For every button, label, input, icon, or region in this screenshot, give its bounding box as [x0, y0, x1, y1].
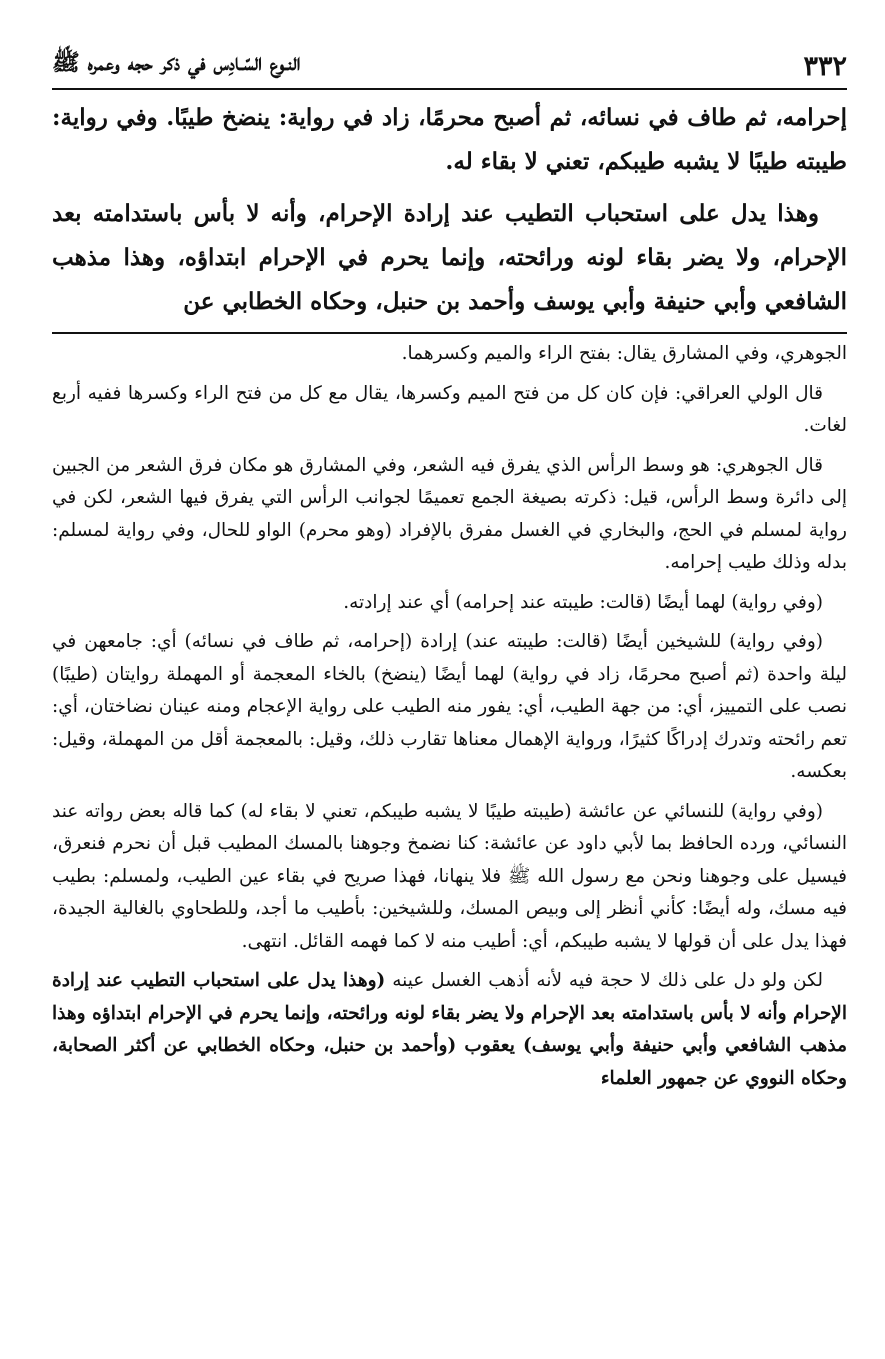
main-paragraph: إحرامه، ثم طاف في نسائه، ثم أصبح محرمًا، زاد في رواية: ينضخ طيبًا. وفي رواية: طيبته طيبًا لا يشبه طيبكم، تعني لا بقاء له.: [52, 104, 847, 175]
commentary-lead: لكن ولو دل على ذلك لا حجة فيه لأنه أذهب الغسل عينه: [392, 970, 823, 991]
page-number: ٣٣٢: [803, 51, 847, 82]
commentary-paragraph: الجوهري، وفي المشارق يقال: بفتح الراء والميم وكسرهما.: [401, 343, 847, 364]
commentary-paragraph: (وفي رواية) للشيخين أيضًا (قالت: طيبته عند) إرادة (إحرامه، ثم طاف في نسائه) أي: جامعهن في ليلة واحدة (ثم أصبح محرمًا، زاد في رواية) لهما أيضًا (ينضخ) بالخاء المعجمة أو المهملة روايتان (طيبًا) نصب على التمييز، أي: من جهة الطيب، أي: يفور منه الطيب على رواية الإعجام ومنه عينان نضاختان، أي: تعم رائحته وتدرك إدراكًا كثيرًا، ورواية الإهمال معناها تقارب ذلك، وقيل: بالمعجمة أقل من المهملة، وقيل: بعكسه.: [52, 631, 847, 782]
commentary-section: [52, 338, 847, 1095]
commentary-paragraph: قال الجوهري: هو وسط الرأس الذي يفرق فيه الشعر، وفي المشارق هو مكان فرق الشعر من الجبين إلى دائرة وسط الرأس، قيل: ذكرته بصيغة الجمع تعميمًا لجوانب الرأس التي يفرق فيها الشعر، لكن في رواية لمسلم في الحج، والبخاري في الغسل مفرق بالإفراد (وهو محرم) الواو للحال، وفي رواية لمسلم: بدله وذلك طيب إحرامه.: [52, 454, 847, 573]
book-page: [52, 30, 847, 1102]
main-text: [52, 96, 847, 324]
commentary-paragraph: قال الولي العراقي: فإن كان كل من فتح الميم وكسرها، يقال مع كل من فتح الراء وكسرها ففيه أربع لغات.: [52, 382, 847, 436]
footnote-separator: [52, 332, 847, 334]
commentary-paragraph: (وفي رواية) لهما أيضًا (قالت: طيبته عند إحرامه) أي عند إرادته.: [343, 591, 823, 613]
running-title: النـوع السّـادِس في ذكر حجه وعمره ﷺ: [52, 49, 301, 76]
commentary-paragraph: (وفي رواية) للنسائي عن عائشة (طيبته طيبًا لا يشبه طيبكم، تعني لا بقاء له) كما قاله بعض رواته عند النسائي، ورده الحافظ بما لأبي داود عن عائشة: كنا نضمخ وجوهنا بالمسك المطيب قبل أن نحرم فنعرق، فيسيل على وجوهنا ونحن مع رسول الله ﷺ فلا ينهانا، فهذا صريح في بقاء عين الطيب، ولمسلم: بطيب فيه مسك، وله أيضًا: كأني أنظر إلى وبيص المسك، وللشيخين: بأطيب ما أجد، وللطحاوي بالغالية الجيدة، فهذا يدل على أن قولها لا يشبه طيبكم، أي: أطيب منه لا كما فهمه القائل. انتهى.: [52, 800, 847, 952]
commentary-bold-quote: (وهذا يدل على استحباب التطيب عند إرادة الإحرام وأنه لا بأس باستدامته بعد الإحرام ولا يضر بقاء لونه ورائحته، وإنما يحرم في الإحرام ابتداؤه وهذا مذهب الشافعي وأبي حنيفة وأبي يوسف) يعقوب (وأحمد بن حنبل، وحكاه الخطابي عن أكثر الصحابة، وحكاه النووي عن جمهور العلماء: [52, 970, 847, 1089]
main-paragraph: وهذا يدل على استحباب التطيب عند إرادة الإحرام، وأنه لا بأس باستدامته بعد الإحرام، ولا يضر بقاء لونه ورائحته، وإنما يحرم في الإحرام ابتداؤه، وهذا مذهب الشافعي وأبي حنيفة وأبي يوسف وأحمد بن حنبل، وحكاه الخطابي عن: [52, 200, 847, 315]
commentary-paragraph: [52, 965, 847, 1095]
page-header: [52, 30, 847, 90]
